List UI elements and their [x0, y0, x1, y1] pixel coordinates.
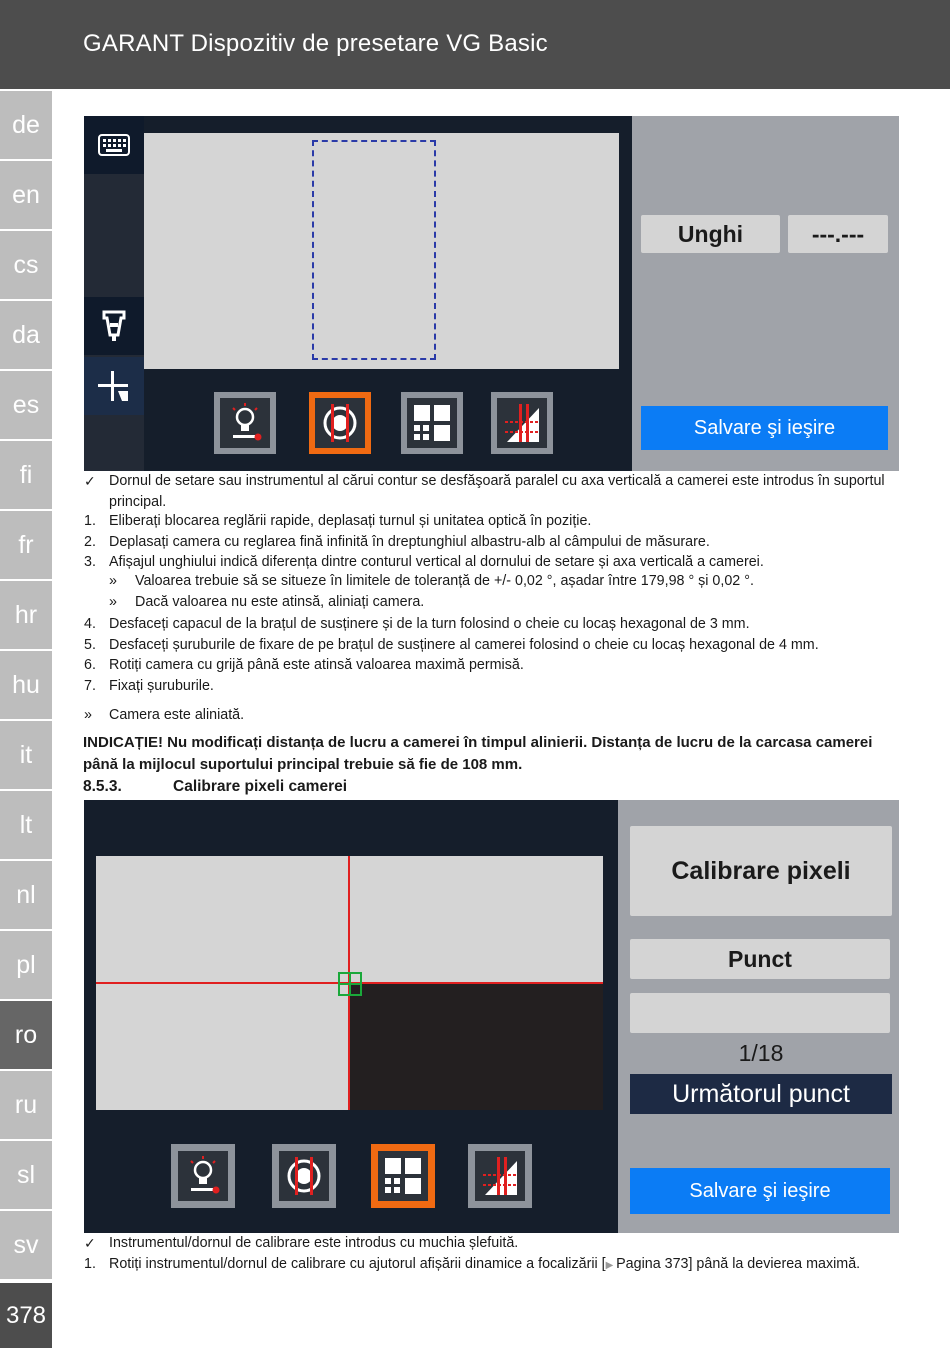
prerequisite-text: Instrumentul/dornul de calibrare este introdus cu muchia șlefuită.: [109, 1235, 519, 1251]
section-title: Calibrare pixeli camerei: [173, 778, 348, 795]
alignment-icon[interactable]: [491, 392, 553, 454]
step-text: Fixați șuruburile.: [109, 678, 214, 694]
lang-tab-fi[interactable]: fi: [0, 441, 52, 509]
light-icon[interactable]: [171, 1144, 235, 1208]
prerequisite-text: Dornul de setare sau instrumentul al cărui contur se desfăşoară paralel cu axa verticală a camerei este introdus în suportul principal.: [109, 473, 885, 510]
alignment-icon[interactable]: [468, 1144, 532, 1208]
lang-tab-pl[interactable]: pl: [0, 931, 52, 999]
lang-tab-sl[interactable]: sl: [0, 1141, 52, 1209]
link-arrow-icon: ▶: [605, 1260, 617, 1271]
step-text: Rotiți camera cu grijă până este atinsă valoarea maximă permisă.: [109, 657, 524, 673]
check-mark: ✓: [84, 473, 96, 489]
step-text: Deplasați camera cu reglarea fină infinită în dreptunghiul albastru-alb al câmpului de măsurare.: [109, 534, 710, 550]
lang-tab-ro[interactable]: ro: [0, 1001, 52, 1069]
camera-view[interactable]: [96, 856, 603, 1110]
light-icon[interactable]: [214, 392, 276, 454]
page-link[interactable]: Pagina 373: [616, 1256, 689, 1272]
grid-calibration-icon[interactable]: [401, 392, 463, 454]
step-number: 3.: [84, 554, 96, 570]
check-mark: ✓: [84, 1235, 96, 1251]
angle-value: ---.---: [788, 215, 888, 253]
step-number: 2.: [84, 534, 96, 550]
lang-tab-hu[interactable]: hu: [0, 651, 52, 719]
lang-tab-ru[interactable]: ru: [0, 1071, 52, 1139]
step-number: 4.: [84, 616, 96, 632]
lang-tab-sv[interactable]: sv: [0, 1211, 52, 1279]
result-text: Camera este aliniată.: [109, 707, 245, 723]
page-number: 378: [0, 1283, 52, 1348]
alignment-screenshot: [84, 116, 899, 471]
lang-tab-hr[interactable]: hr: [0, 581, 52, 649]
pixel-calibration-screenshot: [84, 800, 899, 1233]
measurement-field-rectangle: [312, 140, 436, 360]
step-text: Desfaceți șuruburile de fixare de pe brațul de susținere al camerei folosind o cheie cu locaș hexagonal de 4 mm.: [109, 637, 819, 653]
page-title: GARANT Dispozitiv de presetare VG Basic: [83, 30, 548, 57]
dark-quadrant: [349, 983, 603, 1110]
screen2-control-panel: [618, 800, 899, 1233]
step-text: Eliberați blocarea reglării rapide, deplasați turnul și unitatea optică în poziție.: [109, 513, 592, 529]
section-number: 8.5.3.: [83, 778, 122, 795]
camera-view[interactable]: [144, 133, 619, 369]
holder-icon[interactable]: [84, 297, 144, 355]
step-text-a: Rotiți instrumentul/dornul de calibrare cu ajutorul afișării dinamice a focalizării [: [109, 1256, 606, 1272]
page-header: [0, 0, 950, 89]
note-warning: INDICAȚIE! Nu modificați distanța de lucru a camerei în timpul alinierii. Distanța de lucru de la carcasa camerei până la mijlocul suportului principal trebuie să fie de 108 mm.: [83, 734, 873, 773]
lang-tab-cs[interactable]: cs: [0, 231, 52, 299]
crosshair-tool-icon[interactable]: [84, 357, 144, 415]
substep-marker: »: [109, 594, 117, 610]
substep-marker: »: [109, 573, 117, 589]
next-point-button[interactable]: Următorul punct: [630, 1074, 892, 1114]
calibration-target-marker: [338, 972, 362, 996]
save-exit-button[interactable]: Salvare şi ieşire: [641, 406, 888, 450]
step-text: Afișajul unghiului indică diferența dintre conturul vertical al dornului de setare și axa verticală a camerei.: [109, 554, 764, 570]
step-text-b: ] până la devierea maximă.: [688, 1256, 861, 1272]
language-sidebar: [0, 89, 52, 1348]
point-counter: 1/18: [738, 1040, 784, 1066]
lang-tab-da[interactable]: da: [0, 301, 52, 369]
lang-tab-it[interactable]: it: [0, 721, 52, 789]
grid-calibration-icon[interactable]: [371, 1144, 435, 1208]
step-text: Desfaceți capacul de la brațul de susținere și de la turn folosind o cheie cu locaș hexagonal de 3 mm.: [109, 616, 750, 632]
lang-tab-es[interactable]: es: [0, 371, 52, 439]
focus-icon[interactable]: [272, 1144, 336, 1208]
angle-label: Unghi: [641, 215, 780, 253]
substep-text: Dacă valoarea nu este atinsă, aliniați camera.: [135, 594, 425, 610]
calibration-title: Calibrare pixeli: [630, 826, 892, 916]
focus-icon[interactable]: [309, 392, 371, 454]
lang-tab-fr[interactable]: fr: [0, 511, 52, 579]
keyboard-icon[interactable]: [84, 116, 144, 174]
step-number: 7.: [84, 678, 96, 694]
step-number: 1.: [84, 513, 96, 529]
point-value-field: [630, 993, 890, 1033]
result-marker: »: [84, 707, 92, 723]
step-number: 1.: [84, 1256, 96, 1272]
tool-sidebar: [84, 116, 144, 471]
point-label: Punct: [630, 939, 890, 979]
lang-tab-nl[interactable]: nl: [0, 861, 52, 929]
lang-tab-de[interactable]: de: [0, 91, 52, 159]
screen1-control-panel: [632, 116, 899, 471]
save-exit-button[interactable]: Salvare şi ieşire: [630, 1168, 890, 1214]
substep-text: Valoarea trebuie să se situeze în limitele de toleranță de +/- 0,02 °, așadar între 179,98 ° și 0,02 °.: [135, 573, 754, 589]
step-number: 6.: [84, 657, 96, 673]
step-text: [109, 1254, 909, 1277]
step-number: 5.: [84, 637, 96, 653]
lang-tab-en[interactable]: en: [0, 161, 52, 229]
lang-tab-lt[interactable]: lt: [0, 791, 52, 859]
